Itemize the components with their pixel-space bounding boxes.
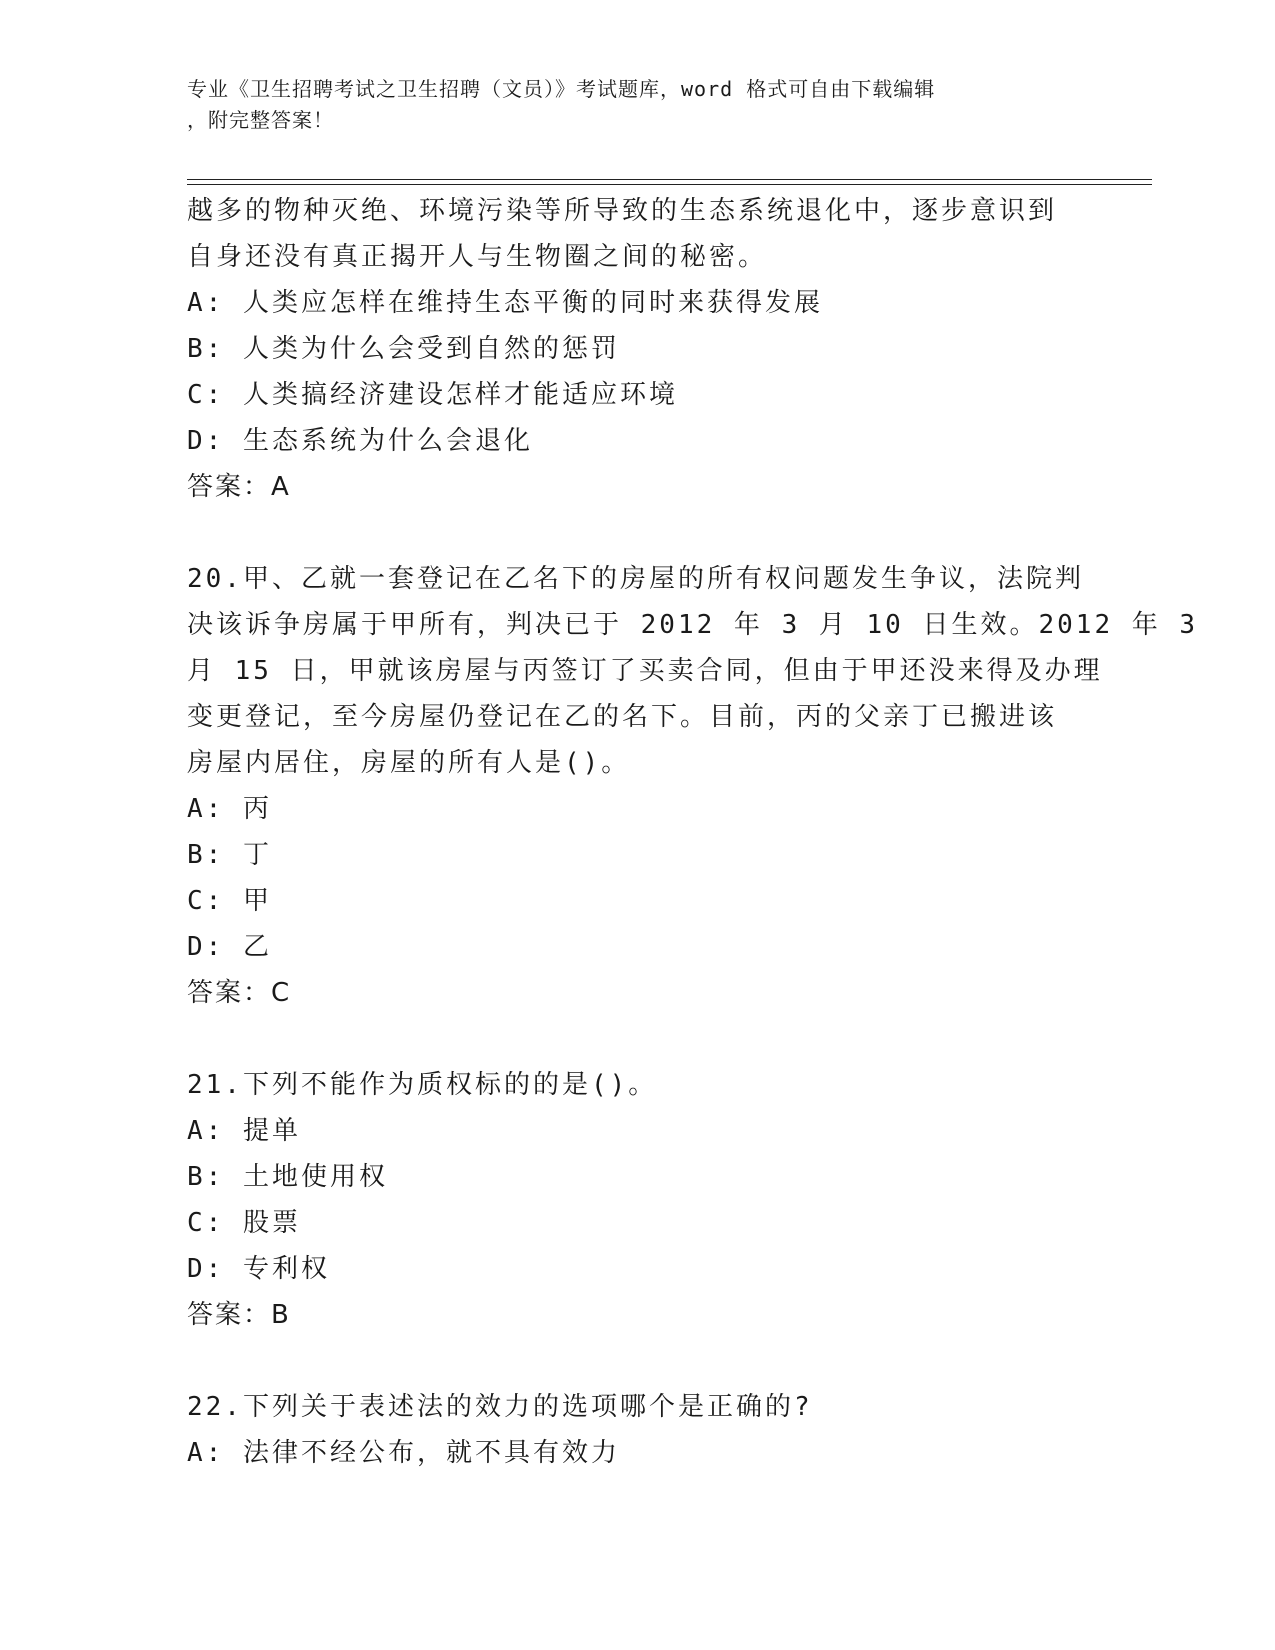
- option-c: C: 人类搞经济建设怎样才能适应环境: [187, 380, 678, 410]
- document-header: [187, 74, 1067, 136]
- option-b: B: 土地使用权: [187, 1162, 388, 1192]
- option-a: A: 丙: [187, 794, 272, 824]
- document-body: [187, 188, 1199, 1476]
- question-stem-line: 21.下列不能作为质权标的的是()。: [187, 1070, 658, 1100]
- question-21: [187, 1062, 1077, 1338]
- question-stem-line: 越多的物种灭绝、环境污染等所导致的生态系统退化中，逐步意识到: [187, 196, 1058, 226]
- option-d: D: 乙: [187, 932, 272, 962]
- option-c: C: 股票: [187, 1208, 301, 1238]
- question-stem-line: 决该诉争房属于甲所有，判决已于 2012 年 3 月 10 日生效。2012 年 3: [187, 610, 1199, 640]
- option-d: D: 专利权: [187, 1254, 330, 1284]
- question-stem-line: 月 15 日，甲就该房屋与丙签订了买卖合同，但由于甲还没来得及办理: [187, 656, 1103, 686]
- question-continuation: [187, 188, 1077, 510]
- answer-line: 答案：C: [187, 978, 292, 1008]
- option-d: D: 生态系统为什么会退化: [187, 426, 533, 456]
- question-stem-line: 变更登记，至今房屋仍登记在乙的名下。目前，丙的父亲丁已搬进该: [187, 702, 1058, 732]
- header-line-2: ，附完整答案！: [187, 108, 334, 132]
- question-20: [187, 556, 1199, 1016]
- question-stem-line: 自身还没有真正揭开人与生物圈之间的秘密。: [187, 242, 768, 272]
- answer-line: 答案：B: [187, 1300, 291, 1330]
- question-stem-line: 22.下列关于表述法的效力的选项哪个是正确的?: [187, 1392, 813, 1422]
- option-b: B: 人类为什么会受到自然的惩罚: [187, 334, 620, 364]
- option-a: A: 人类应怎样在维持生态平衡的同时来获得发展: [187, 288, 823, 318]
- option-a: A: 法律不经公布，就不具有效力: [187, 1438, 620, 1468]
- header-line-1: 专业《卫生招聘考试之卫生招聘（文员）》考试题库，word 格式可自由下载编辑: [187, 77, 936, 101]
- header-double-rule: [187, 179, 1152, 185]
- answer-line: 答案：A: [187, 472, 291, 502]
- question-stem-line: 房屋内居住，房屋的所有人是()。: [187, 748, 631, 778]
- option-b: B: 丁: [187, 840, 272, 870]
- option-a: A: 提单: [187, 1116, 301, 1146]
- option-c: C: 甲: [187, 886, 272, 916]
- question-22: [187, 1384, 1077, 1476]
- question-stem-line: 20.甲、乙就一套登记在乙名下的房屋的所有权问题发生争议，法院判: [187, 564, 1084, 594]
